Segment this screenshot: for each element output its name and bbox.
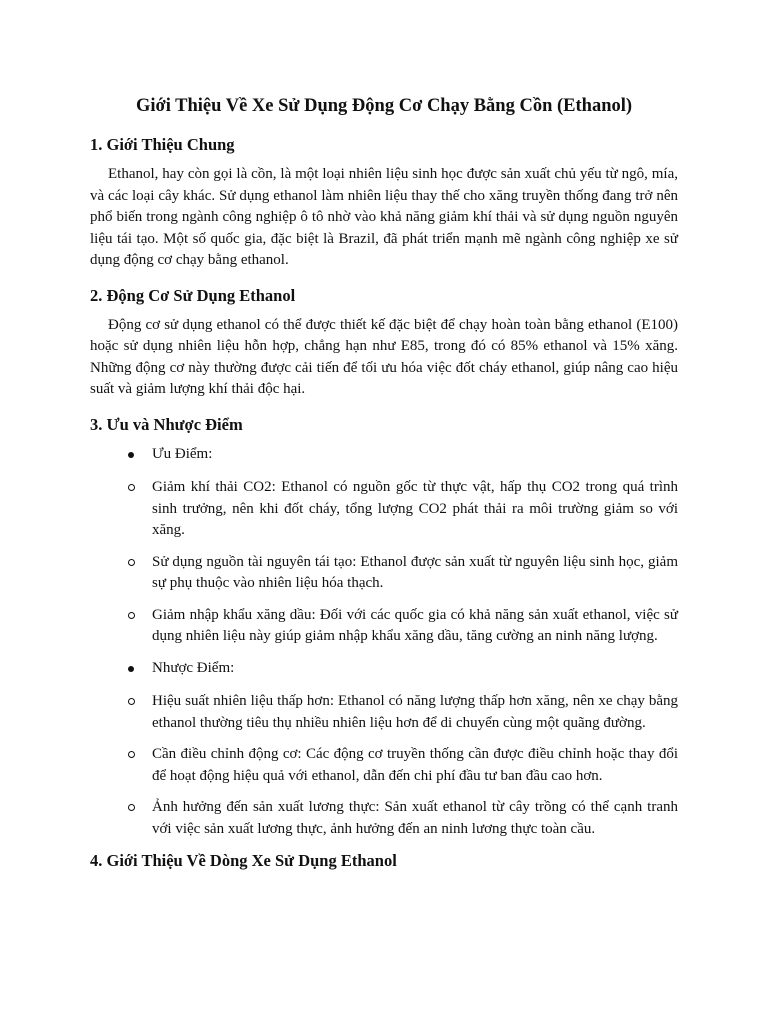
section-1-paragraph: Ethanol, hay còn gọi là cồn, là một loại nhiên liệu sinh học được sản xuất chủ yếu từ ngô, mía, và các loại cây khác. Sử dụng ethanol làm nhiên liệu thay thế cho xăng truyền thống đang trở nên phổ biến trong ngành công nghiệp ô tô nhờ vào khả năng giảm khí thải và sử dụng nguồn nguyên liệu tái tạo. Một số quốc gia, đặc biệt là Brazil, đã phát triển mạnh mẽ ngành công nghiệp xe sử dụng động cơ chạy bằng ethanol. [90, 166, 678, 268]
cons-bullet [90, 658, 678, 680]
filled-bullet-icon [128, 452, 134, 458]
cons-item-text: Cần điều chỉnh động cơ: Các động cơ truyền thống cần được điều chỉnh hoặc thay đổi để hoạt động hiệu quả với ethanol, dẫn đến chi phí đầu tư ban đầu cao hơn. [152, 746, 678, 784]
cons-item-text: Hiệu suất nhiên liệu thấp hơn: Ethanol có năng lượng thấp hơn xăng, nên xe chạy bằng ethanol thường tiêu thụ nhiều nhiên liệu hơn để di chuyển cùng một quãng đường. [152, 693, 678, 731]
section-heading-3: 3. Ưu và Nhược Điểm [90, 414, 243, 434]
section-2-paragraph: Động cơ sử dụng ethanol có thể được thiết kế đặc biệt để chạy hoàn toàn bằng ethanol (E100) hoặc sử dụng nhiên liệu hỗn hợp, chẳng hạn như E85, trong đó có 85% ethanol và 15% xăng. Những động cơ này thường được cải tiến để tối ưu hóa việc đốt cháy ethanol, giúp nâng cao hiệu suất và giảm lượng khí thải độc hại. [90, 316, 678, 397]
cons-label: Nhược Điểm: [152, 659, 235, 676]
hollow-bullet-icon [128, 698, 135, 705]
cons-item-text: Ảnh hưởng đến sản xuất lương thực: Sản xuất ethanol từ cây trồng có thể cạnh tranh với việc sản xuất lương thực, ảnh hưởng đến an ninh lương thực toàn cầu. [152, 799, 678, 837]
hollow-bullet-icon [128, 559, 135, 566]
pros-bullet [90, 444, 678, 466]
pros-item [90, 552, 678, 595]
document-title: Giới Thiệu Về Xe Sử Dụng Động Cơ Chạy Bằng Cồn (Ethanol) [135, 96, 633, 116]
pros-item-text: Giảm khí thải CO2: Ethanol có nguồn gốc từ thực vật, hấp thụ CO2 trong quá trình sinh trưởng, nên khi đốt cháy, tổng lượng CO2 phát thải ra môi trường giảm so với xăng. [152, 479, 678, 538]
section-heading-2: 2. Động Cơ Sử Dụng Ethanol [90, 285, 296, 305]
pros-cons-list [90, 444, 678, 841]
section-heading-1: 1. Giới Thiệu Chung [90, 135, 235, 154]
hollow-bullet-icon [128, 612, 135, 619]
cons-item [90, 691, 678, 734]
pros-item-text: Sử dụng nguồn tài nguyên tái tạo: Ethanol được sản xuất từ nguyên liệu sinh học, giảm sự phụ thuộc vào nhiên liệu hóa thạch. [152, 553, 678, 591]
pros-item [90, 477, 678, 542]
section-heading-4: 4. Giới Thiệu Về Dòng Xe Sử Dụng Ethanol [90, 851, 397, 870]
hollow-bullet-icon [128, 804, 135, 811]
hollow-bullet-icon [128, 751, 135, 758]
cons-item [90, 744, 678, 787]
pros-label: Ưu Điểm: [152, 445, 213, 462]
filled-bullet-icon [128, 666, 134, 672]
hollow-bullet-icon [128, 484, 135, 491]
pros-item [90, 605, 678, 648]
cons-item [90, 797, 678, 840]
pros-item-text: Giảm nhập khẩu xăng dầu: Đối với các quốc gia có khả năng sản xuất ethanol, việc sử dụng nhiên liệu này giúp giảm nhập khẩu xăng dầu, tăng cường an ninh năng lượng. [152, 606, 678, 644]
